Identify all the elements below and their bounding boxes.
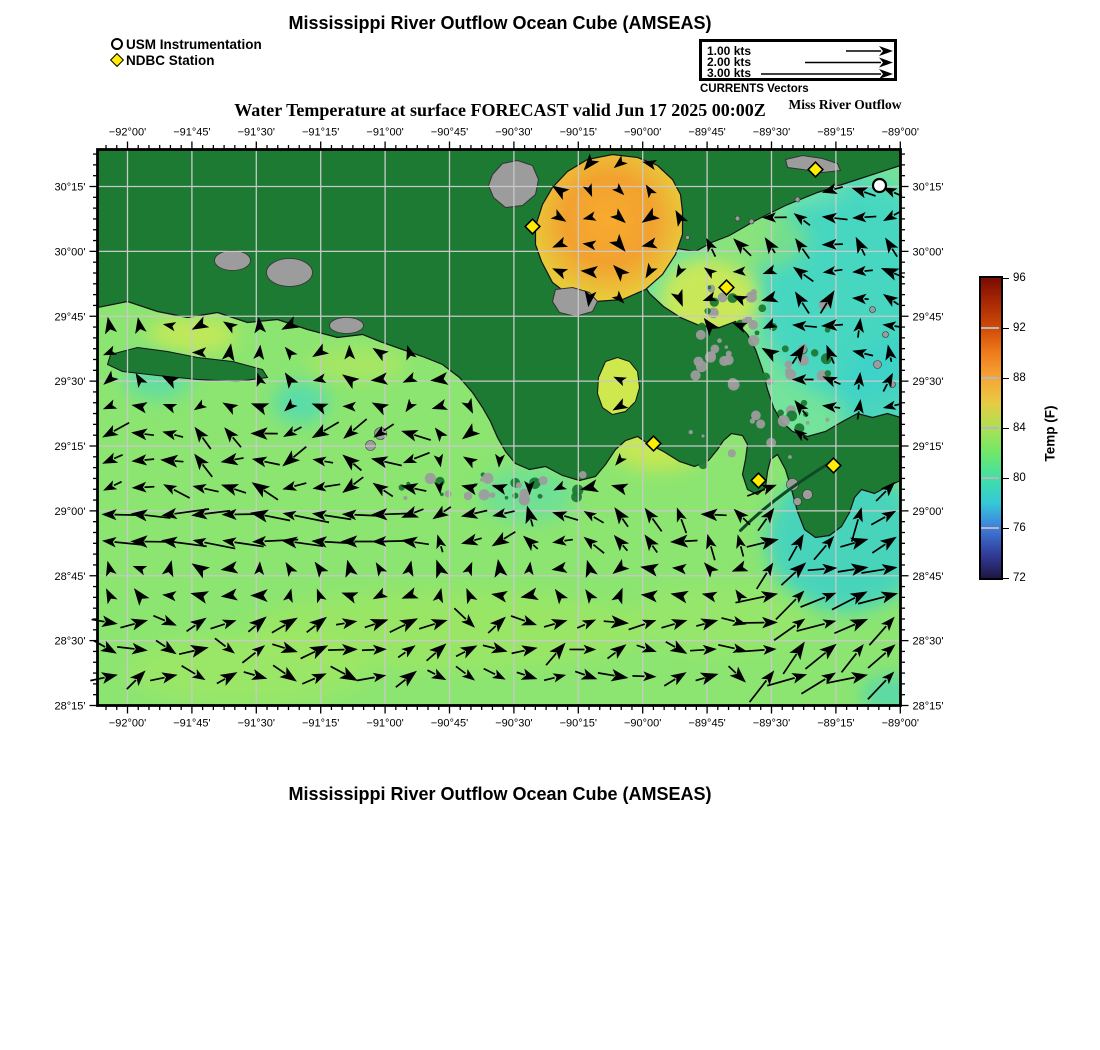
vector-legend-1kt: 1.00 kts bbox=[707, 44, 752, 58]
svg-text:29°30': 29°30' bbox=[912, 376, 944, 389]
colorbar-tick-label: 92 bbox=[1013, 322, 1026, 334]
colorbar-divider bbox=[981, 427, 999, 429]
svg-text:29°15': 29°15' bbox=[54, 441, 86, 453]
svg-text:−89°00': −89°00' bbox=[881, 717, 920, 730]
colorbar-tick bbox=[1001, 478, 1009, 480]
svg-text:−90°00': −90°00' bbox=[623, 126, 662, 139]
svg-text:−92°00': −92°00' bbox=[108, 717, 147, 730]
colorbar-tick bbox=[1001, 278, 1009, 280]
forecast-subtitle: Water Temperature at surface FORECAST valid Jun 17 2025 00:00Z bbox=[234, 100, 766, 120]
page-title: Mississippi River Outflow Ocean Cube (AMSEAS) bbox=[288, 13, 712, 33]
svg-text:28°30': 28°30' bbox=[54, 635, 86, 648]
vector-legend-2kt: 2.00 kts bbox=[707, 55, 752, 69]
svg-text:28°15': 28°15' bbox=[912, 700, 944, 713]
svg-text:29°45': 29°45' bbox=[912, 311, 944, 324]
colorbar-divider bbox=[981, 377, 999, 379]
colorbar-tick-label: 76 bbox=[1013, 522, 1026, 534]
svg-text:−91°30': −91°30' bbox=[237, 717, 276, 730]
svg-text:−91°45': −91°45' bbox=[173, 126, 211, 139]
colorbar-tick bbox=[1001, 528, 1009, 530]
region-note: Miss River Outflow bbox=[788, 97, 902, 112]
svg-text:−89°30': −89°30' bbox=[752, 717, 791, 730]
colorbar-tick-label: 80 bbox=[1013, 472, 1026, 484]
map-root bbox=[55, 127, 961, 730]
svg-text:30°00': 30°00' bbox=[54, 246, 86, 259]
svg-text:−91°30': −91°30' bbox=[237, 126, 276, 139]
svg-text:−90°45': −90°45' bbox=[430, 126, 469, 139]
svg-text:−90°15': −90°15' bbox=[559, 717, 598, 730]
svg-text:29°30': 29°30' bbox=[54, 376, 86, 389]
svg-text:−91°00': −91°00' bbox=[366, 126, 404, 139]
colorbar-tick bbox=[1001, 428, 1009, 430]
svg-text:−91°45': −91°45' bbox=[173, 717, 211, 730]
svg-text:−89°15': −89°15' bbox=[817, 717, 855, 730]
colorbar-tick-label: 88 bbox=[1013, 372, 1026, 384]
svg-text:−89°30': −89°30' bbox=[752, 126, 791, 139]
svg-text:−90°15': −90°15' bbox=[559, 126, 598, 139]
svg-text:−90°30': −90°30' bbox=[495, 126, 533, 139]
colorbar-tick bbox=[1001, 328, 1009, 330]
vector-legend-3kt: 3.00 kts bbox=[707, 66, 752, 80]
svg-text:30°00': 30°00' bbox=[912, 246, 944, 259]
svg-text:28°45': 28°45' bbox=[912, 570, 944, 583]
svg-text:−89°45': −89°45' bbox=[688, 717, 726, 730]
svg-text:−91°15': −91°15' bbox=[301, 126, 340, 139]
svg-text:−90°30': −90°30' bbox=[495, 717, 533, 730]
colorbar-divider bbox=[981, 327, 999, 329]
usm-station-marker bbox=[873, 179, 886, 192]
colorbar bbox=[979, 272, 1099, 596]
colorbar-tick-label: 72 bbox=[1013, 572, 1026, 584]
svg-text:29°15': 29°15' bbox=[912, 441, 944, 453]
svg-text:28°45': 28°45' bbox=[54, 570, 86, 583]
colorbar-divider bbox=[981, 527, 999, 529]
svg-text:29°00': 29°00' bbox=[54, 505, 86, 518]
colorbar-tick bbox=[1001, 578, 1009, 580]
svg-text:30°15': 30°15' bbox=[912, 181, 944, 194]
svg-text:−92°00': −92°00' bbox=[108, 126, 147, 139]
svg-text:−89°15': −89°15' bbox=[817, 126, 855, 139]
page-title-bottom: Mississippi River Outflow Ocean Cube (AMSEAS) bbox=[288, 784, 712, 804]
ndbc-legend-label: NDBC Station bbox=[126, 52, 215, 68]
svg-text:29°00': 29°00' bbox=[912, 505, 944, 518]
svg-text:29°45': 29°45' bbox=[54, 311, 86, 324]
colorbar-tick bbox=[1001, 378, 1009, 380]
svg-text:−89°00': −89°00' bbox=[881, 126, 920, 139]
svg-text:28°30': 28°30' bbox=[912, 635, 944, 648]
svg-text:−90°45': −90°45' bbox=[430, 717, 469, 730]
svg-text:−90°00': −90°00' bbox=[623, 717, 662, 730]
svg-text:28°15': 28°15' bbox=[54, 700, 86, 713]
svg-text:30°15': 30°15' bbox=[54, 181, 86, 194]
svg-text:−91°15': −91°15' bbox=[301, 717, 340, 730]
svg-text:−91°00': −91°00' bbox=[366, 717, 404, 730]
colorbar-tick-label: 84 bbox=[1013, 422, 1026, 434]
colorbar-divider bbox=[981, 477, 999, 479]
colorbar-tick-label: 96 bbox=[1013, 272, 1026, 284]
usm-legend-label: USM Instrumentation bbox=[126, 36, 262, 52]
currents-legend-caption: CURRENTS Vectors bbox=[700, 83, 809, 95]
colorbar-axis-label: Temp (F) bbox=[1042, 405, 1058, 462]
svg-text:−89°45': −89°45' bbox=[688, 126, 726, 139]
